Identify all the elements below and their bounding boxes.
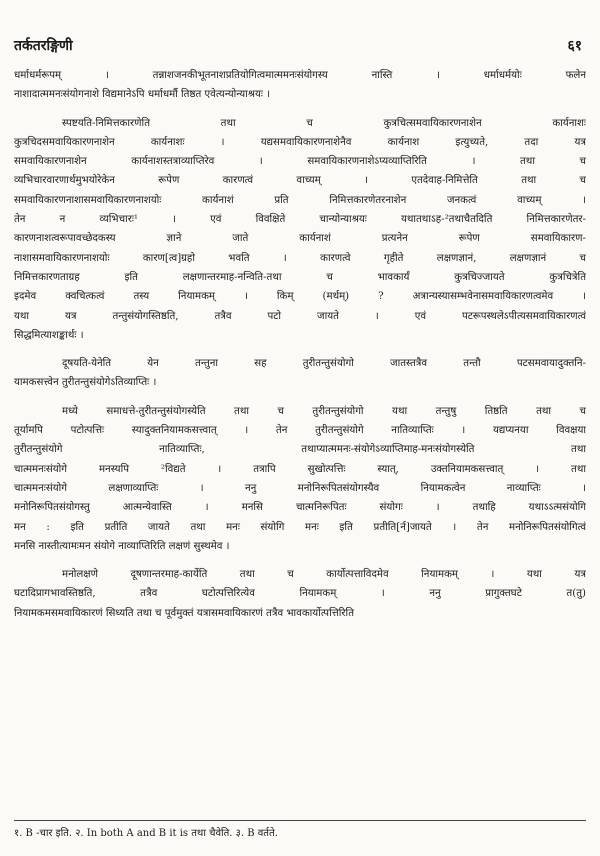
text-line: मध्ये समाधत्ते-तुरीतन्तुसंयोगस्येति तथा च तुरीतन्तुसंयोगो यथा तन्तुषु तिष्ठति तथा च bbox=[62, 405, 586, 417]
page-number: ६१ bbox=[567, 38, 582, 54]
text-line: समवायिकारणनाशासमवायिकारणनाशयोः कार्यनाशं प्रति निमित्तकारणेतरनाशेन जनकत्वं वाच्यम् । bbox=[14, 194, 586, 206]
text-line: तूर्यामपि पटोत्पत्तिः स्यादुक्तनियामकसत्त्वात् । तेन तुरीतन्तुसंयोगे नातिव्याप्तिः । यद्यप्यनया विवक्षया bbox=[14, 425, 586, 437]
text-line: नियामकमसमवायिकारणं सिध्यति तथा च पूर्वमुक्तं यत्रासमवायिकारणं तत्रैव भावकार्योत्पत्तिरिति bbox=[14, 607, 355, 619]
text-line: यथा यत्र तन्तुसंयोगस्तिष्ठति, तत्रैव पटो जायते । एवं पटरूपस्थलेऽपीत्यसमवायिकारणत्वं bbox=[14, 310, 586, 322]
text-line: मन : इति प्रतीति जायते तथा मनः संयोगि मनः इति प्रतीति[र्न]जायते । तेन मनोनिरूपितसंयोगित्वं bbox=[14, 521, 586, 533]
text-line: चात्ममनःसंयोगे मनस्यपि ²विद्यते । तत्रापि सुखोत्पत्तिः स्यात्, उक्तनियामकसत्त्वात् । तथा bbox=[14, 463, 586, 475]
paragraph bbox=[14, 565, 586, 623]
text-line: नाशादात्ममनःसंयोगनाशे विद्यमानेऽपि धर्माधर्मौ तिष्ठत एवेत्यन्योन्याश्रयः । bbox=[14, 89, 271, 101]
text-line: तेन न व्यभिचारः¹ । एवं विवक्षिते चान्योन्याश्रयः यथातथाऽह-²तथाचैतदिति निमित्तकारणेतर- bbox=[14, 214, 586, 226]
paragraph bbox=[14, 66, 586, 105]
text-line: समवायिकारणनाशेन कार्यनाशस्तत्राव्याप्तिरेव । समवायिकारणनाशेऽप्यव्याप्तिरिति । तथा च bbox=[14, 156, 586, 168]
text-line: कुत्रचिदसमवायिकारणनाशेन कार्यनाशः । यद्यसमवायिकारणनाशेनैव कार्यनाश इत्युच्यते, तदा यत्र bbox=[14, 136, 586, 148]
text-line: मनसि नास्तीत्यामःमन संयोगे नाव्याप्तिरिति लक्षणं सुस्थमेव । bbox=[14, 540, 230, 552]
text-line: घटादिप्रागभावस्तिष्ठति, तत्रैव घटोत्पत्तिरित्येव नियामकम् । ननु प्रागुक्तघटे त(तु) bbox=[14, 588, 586, 600]
text-line: मनोनिरूपितसंयोगस्तु आत्मन्येवास्ति । मनसि चात्मनिरूपितः संयोगः । तथाहि यथाऽऽत्मसंयोगि bbox=[14, 502, 586, 514]
text-line: व्यभिचारवारणार्थमुभयोरेकेन रूपेण कारणत्वं वाच्यम् । एतदेवाह-निमित्तेति तथा च bbox=[14, 175, 586, 187]
text-line: यामकसत्त्वेन तुरीतन्तुसंयोगेऽतिव्याप्तिः । bbox=[14, 377, 157, 389]
paragraph bbox=[14, 114, 586, 346]
text-line: धर्माधर्मरूपम् । तन्नाशजनकीभूतनाशप्रतियोगित्वमात्ममनःसंयोगस्य नास्ति । धर्माधर्मयोः फलेन bbox=[14, 70, 586, 81]
paragraph bbox=[14, 354, 586, 393]
text-line: नाशासमवायिकारणनाशयोः कारण[त्व]ग्रहो भवति । कारणत्वे गृहीते लक्षणज्ञानं, लक्षणज्ञानं च bbox=[14, 252, 586, 264]
text-line: इदमेव क्वचित्कत्वं तस्य नियामकम् । किम् (मर्थम्) ? अत्रान्यस्यासम्भवेनासमवायिकारणत्वमेव । bbox=[14, 291, 586, 303]
text-line: निमित्तकारणताग्रह इति लक्षणान्तरमाह-नन्विति-तथा च भावकार्यं कुत्रचिज्जायते कुत्रचित्रेति bbox=[14, 271, 586, 283]
text-line: चात्ममनःसंयोगे लक्षणाव्याप्तिः । ननु मनोनिरूपितसंयोगस्यैव नियामकत्वेन नाव्याप्तिः । bbox=[14, 482, 586, 494]
main-text bbox=[14, 66, 586, 632]
text-line: तुरीतन्तुसंयोगे नातिव्याप्तिः, तथाप्यात्ममनः-संयोगेऽव्याप्तिमाह-मनःसंयोगस्येति तथा bbox=[14, 444, 586, 456]
text-line: सिद्धमित्याशङ्कार्थः । bbox=[14, 329, 84, 341]
text-line: दूषयति-येनेति येन तन्तुना सह तुरीतन्तुसंयोगो जातस्तत्रैव तन्तौ पटसमवायादुक्तनि- bbox=[62, 358, 586, 370]
running-title: तर्कतरङ्गिणी bbox=[14, 38, 73, 54]
text-line: मनोलक्षणे दूषणान्तरमाह-कार्येति तथा च कार्योत्पत्ताविदमेव नियामकम् । यथा यत्र bbox=[62, 569, 586, 581]
text-line: कारणनाशत्वरूपावच्छेदकस्य ज्ञाने जाते कार्यनाशं प्रत्यनेन रूपेण समवायिकारण- bbox=[14, 233, 586, 245]
paragraph bbox=[14, 402, 586, 556]
footnotes: १. B -चार इति. २. In both A and B it is तथा चैवेति. ३. B वर्तते. bbox=[14, 820, 586, 839]
text-line: स्पष्टयति-निमित्तकारणेति तथा च कुत्रचित्समवायिकारणनाशेन कार्यनाशः bbox=[62, 117, 586, 129]
